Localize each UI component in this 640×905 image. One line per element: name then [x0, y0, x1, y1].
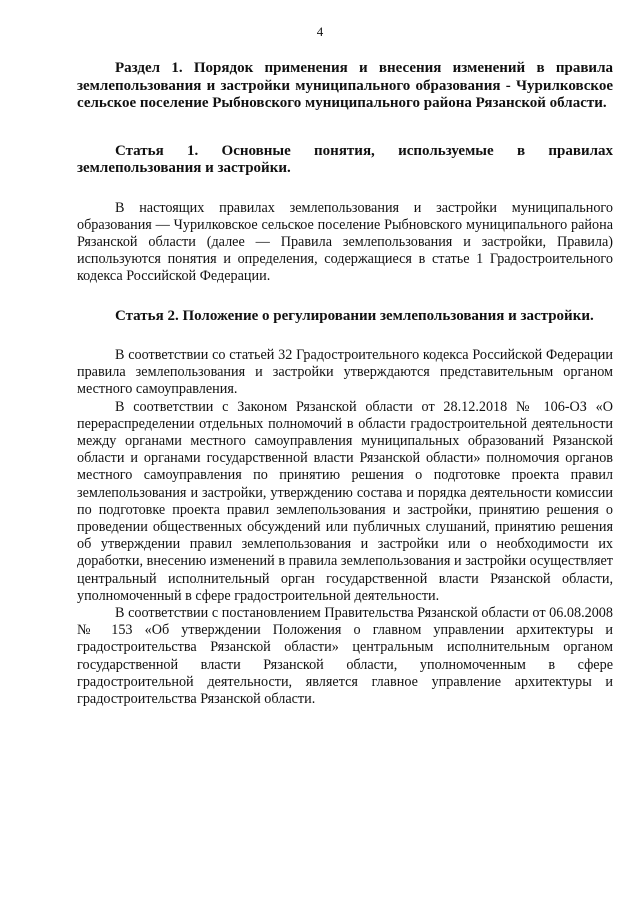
article-2-paragraph: В соответствии со статьей 32 Градостроительного кодекса Российской Федерации правила землепользования и застройки утверждаются представительным органом местного самоуправления. — [77, 347, 613, 398]
page-number: 4 — [316, 24, 324, 39]
spacer — [77, 325, 613, 347]
document-body — [77, 60, 613, 708]
spacer — [77, 113, 613, 143]
article-1-heading: Статья 1. Основные понятия, используемые в правилах землепользования и застройки. — [77, 142, 613, 176]
spacer — [77, 286, 613, 308]
section-heading: Раздел 1. Порядок применения и внесения изменений в правила землепользования и застройки муниципального образования - Чурилковское сельское поселение Рыбновского муниципального района Рязанской области. — [77, 60, 613, 111]
spacer — [77, 178, 613, 200]
article-1-paragraph: В настоящих правилах землепользования и застройки муниципального образования — Чурилковское сельское поселение Рыбновского муниципального района Рязанской области (далее — Правила землепользования и застройки, Правила) используются понятия и определения, содержащиеся в статье 1 Градостроительного кодекса Российской Федерации. — [77, 199, 613, 285]
article-2-paragraph: В соответствии с Законом Рязанской области от 28.12.2018 № 106-ОЗ «О перераспределении отдельных полномочий в области градостроительной деятельности между органами местного самоуправления муниципальных образований Рязанской области и органами государственной власти Рязанской области» полномочия органов местного самоуправления по принятию решения о подготовке проекта правил землепользования и застройки, утверждению состава и порядка деятельности комиссии по подготовке проекта правил землепользования и застройки, принятию решения о проведении общественных обсуждений или публичных слушаний, принятию решения об утверждении правил землепользования и застройки или о необходимости их доработки, внесению изменений в правила землепользования и застройки осуществляет центральный исполнительный орган государственной власти Рязанской области, уполномоченный в сфере градостроительной деятельности. — [77, 398, 613, 604]
article-2-paragraph: В соответствии с постановлением Правительства Рязанской области от 06.08.2008 № 153 «Об утверждении Положения о главном управлении архитектуры и градостроительства Рязанской области» центральным исполнительным органом государственной власти Рязанской области, уполномоченным в сфере градостроительной деятельности, является главное управление архитектуры и градостроительства Рязанской области. — [77, 605, 613, 708]
article-2-heading: Статья 2. Положение о регулировании землепользования и застройки. — [115, 307, 594, 324]
